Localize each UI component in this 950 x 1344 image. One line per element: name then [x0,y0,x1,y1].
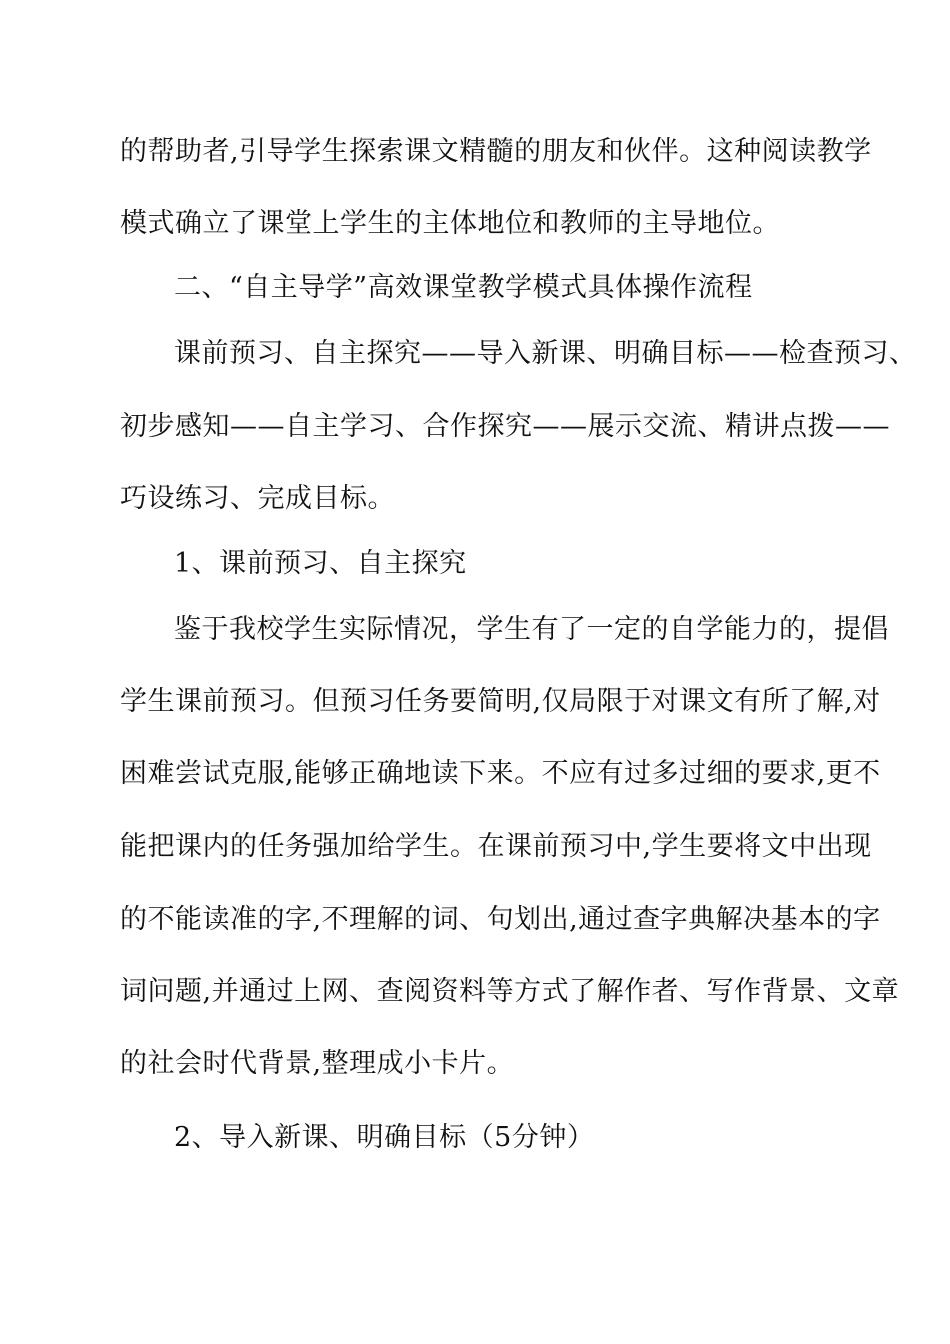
section-heading: 二、“自主导学”高效课堂教学模式具体操作流程 [174,272,753,303]
paragraph-line-2: 模式确立了课堂上学生的主体地位和教师的主导地位。 [120,208,780,239]
paragraph-line-6: 鉴于我校学生实际情况，学生有了一定的自学能力的，提倡 [174,614,889,645]
paragraph-line-10: 的不能读准的字,不理解的词、句划出,通过查字典解决基本的字 [120,904,881,935]
paragraph-line-8: 困难尝试克服,能够正确地读下来。不应有过多过细的要求,更不 [120,758,881,789]
paragraph-line-3: 课前预习、自主探究——导入新课、明确目标——检查预习、 [174,338,917,369]
paragraph-line-1: 的帮助者,引导学生探索课文精髓的朋友和伙伴。这种阅读教学 [120,136,872,167]
paragraph-line-5: 巧设练习、完成目标。 [120,483,395,514]
paragraph-line-9: 能把课内的任务强加给学生。在课前预习中,学生要将文中出现 [120,831,872,862]
paragraph-line-11: 词问题,并通过上网、查阅资料等方式了解作者、写作背景、文章 [120,976,900,1007]
paragraph-line-4: 初步感知——自主学习、合作探究——展示交流、精讲点拨—— [120,411,890,442]
subsection-heading-1: 1、课前预习、自主探究 [174,548,467,579]
paragraph-line-12: 的社会时代背景,整理成小卡片。 [120,1048,515,1079]
paragraph-line-7: 学生课前预习。但预习任务要简明,仅局限于对课文有所了解,对 [120,686,881,717]
subsection-heading-2: 2、导入新课、明确目标（5分钟） [174,1122,595,1153]
